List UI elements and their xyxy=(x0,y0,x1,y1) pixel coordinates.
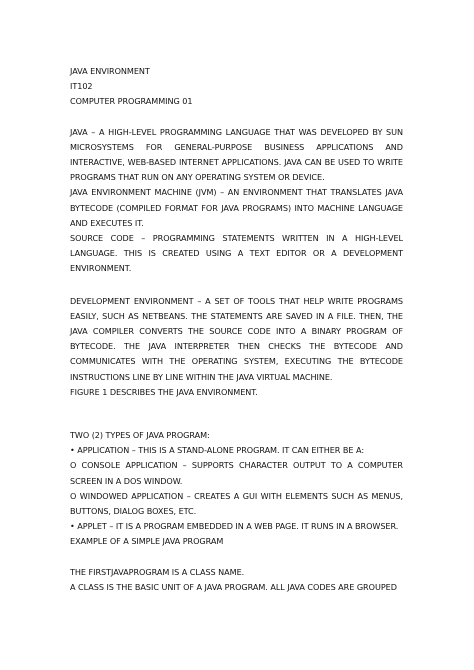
document-body xyxy=(70,64,403,595)
course-name: COMPUTER PROGRAMMING 01 xyxy=(70,96,193,107)
source-code-definition-paragraph: SOURCE CODE – PROGRAMMING STATEMENTS WRITTEN IN A HIGH-LEVEL LANGUAGE. THIS IS CREATED USING A TEXT EDITOR OR A DEVELOPMENT ENVIRONMENT. xyxy=(70,233,403,274)
jvm-definition-paragraph: JAVA ENVIRONMENT MACHINE (JVM) – AN ENVIRONMENT THAT TRANSLATES JAVA BYTECODE (COMPILED FORMAT FOR JAVA PROGRAMS) INTO MACHINE LANGUAGE AND EXECUTES IT. xyxy=(70,187,403,228)
course-code: IT102 xyxy=(70,81,93,92)
console-application-list-item: O CONSOLE APPLICATION – SUPPORTS CHARACTER OUTPUT TO A COMPUTER SCREEN IN A DOS WINDOW. xyxy=(70,460,403,486)
class-name-note: THE FIRSTJAVAPROGRAM IS A CLASS NAME. xyxy=(70,566,245,577)
windowed-application-list-item: O WINDOWED APPLICATION – CREATES A GUI WITH ELEMENTS SUCH AS MENUS, BUTTONS, DIALOG BOXES, ETC. xyxy=(70,490,403,517)
application-list-item: • APPLICATION – THIS IS A STAND-ALONE PROGRAM. IT CAN EITHER BE A: xyxy=(70,445,365,456)
example-caption: EXAMPLE OF A SIMPLE JAVA PROGRAM xyxy=(70,536,224,547)
java-definition-paragraph: JAVA – A HIGH-LEVEL PROGRAMMING LANGUAGE THAT WAS DEVELOPED BY SUN MICROSYSTEMS FOR GENERAL-PURPOSE BUSINESS APPLICATIONS AND INTERACTIVE, WEB-BASED INTERNET APPLICATIONS. JAVA CAN BE USED TO WRITE PROGRAMS THAT RUN ON ANY OPERATING SYSTEM OR DEVICE. xyxy=(70,126,403,183)
class-definition-paragraph: A CLASS IS THE BASIC UNIT OF A JAVA PROGRAM. ALL JAVA CODES ARE GROUPED xyxy=(70,581,397,592)
program-types-heading: TWO (2) TYPES OF JAVA PROGRAM: xyxy=(70,430,210,441)
figure-note: FIGURE 1 DESCRIBES THE JAVA ENVIRONMENT. xyxy=(70,386,258,397)
applet-list-item: • APPLET – IT IS A PROGRAM EMBEDDED IN A WEB PAGE. IT RUNS IN A BROWSER. xyxy=(70,521,399,532)
document-title: JAVA ENVIRONMENT xyxy=(70,66,150,76)
development-environment-paragraph: DEVELOPMENT ENVIRONMENT – A SET OF TOOLS THAT HELP WRITE PROGRAMS EASILY, SUCH AS NETBEANS. THE STATEMENTS ARE SAVED IN A FILE. THEN, THE JAVA COMPILER CONVERTS THE SOURCE CODE INTO A BINARY PROGRAM OF BYTECODE. THE JAVA INTERPRETER THEN CHECKS THE BYTECODE AND COMMUNICATES WITH THE OPERATING SYSTEM, EXECUTING THE BYTECODE INSTRUCTIONS LINE BY LINE WITHIN THE JAVA VIRTUAL MACHINE. xyxy=(70,295,403,382)
